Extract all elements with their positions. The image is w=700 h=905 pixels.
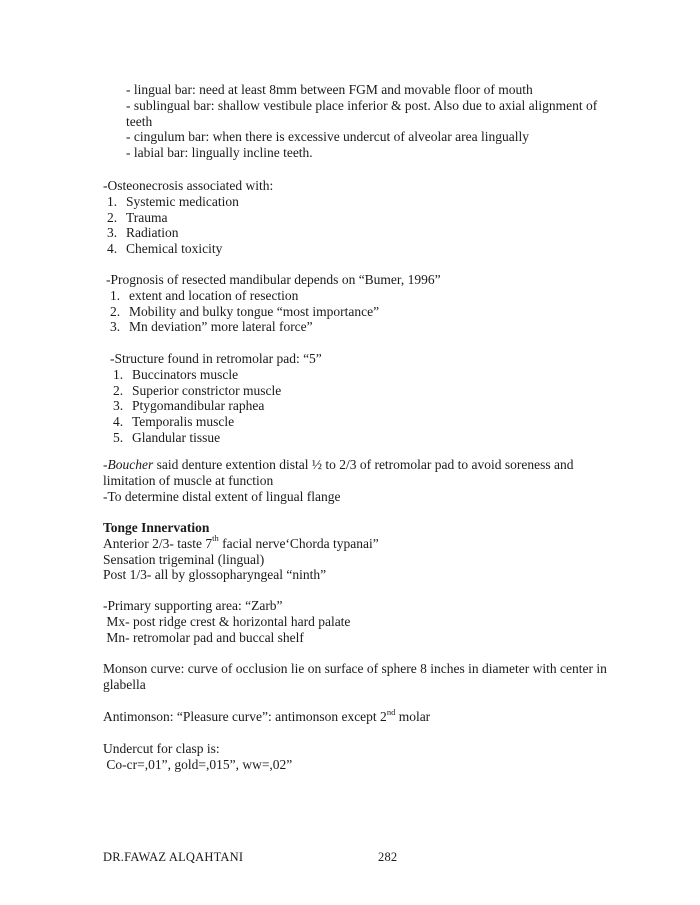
posterior-innervation-line: Post 1/3- all by glossopharyngeal “ninth” xyxy=(103,567,327,583)
tongue-innervation-heading: Tonge Innervation xyxy=(103,520,210,535)
list-item: 3. Ptygomandibular raphea xyxy=(113,398,265,414)
osteonecrosis-title: -Osteonecrosis associated with: xyxy=(103,178,274,193)
lingual-bar-line: - lingual bar: need at least 8mm between FGM and movable floor of mouth xyxy=(126,82,533,97)
osteonecrosis-section xyxy=(103,178,273,257)
monson-paragraph: Monson curve: curve of occlusion lie on surface of sphere 8 inches in diameter with center in glabella xyxy=(103,661,607,692)
anterior-innervation-line: Anterior 2/3- taste 7th facial nerve‘Chorda typanai” xyxy=(103,533,379,551)
page-number: 282 xyxy=(378,850,398,864)
list-item: 1. extent and location of resection xyxy=(110,287,299,303)
list-item: 3. Radiation xyxy=(107,225,179,241)
retromolar-list xyxy=(113,367,322,446)
antimonson-section xyxy=(103,706,431,725)
list-item: 1. Systemic medication xyxy=(107,193,239,209)
list-item: 3. Mn deviation” more lateral force” xyxy=(110,319,313,335)
list-item: 2. Mobility and bulky tongue “most importance” xyxy=(110,303,380,319)
sublingual-bar-line: - sublingual bar: shallow vestibule place inferior & post. Also due to axial alignment of teeth xyxy=(126,97,598,129)
prognosis-title: -Prognosis of resected mandibular depends on “Bumer, 1996” xyxy=(106,272,441,287)
list-item: 2. Superior constrictor muscle xyxy=(113,382,282,398)
list-item: 4. Chemical toxicity xyxy=(107,241,223,257)
maxilla-support-line: Mx- post ridge crest & horizontal hard palate xyxy=(103,613,351,629)
lingual-flange-line: -To determine distal extent of lingual flange xyxy=(103,488,341,504)
labial-bar-line: - labial bar: lingually incline teeth. xyxy=(126,145,313,161)
osteonecrosis-list xyxy=(107,194,273,257)
boucher-paragraph: -Boucher said denture extention distal ½ to 2/3 of retromolar pad to avoid soreness and limitation of muscle at function xyxy=(103,457,574,488)
cingulum-bar-line: - cingulum bar: when there is excessive undercut of alveolar area lingually xyxy=(126,129,529,145)
mandible-support-line: Mn- retromolar pad and buccal shelf xyxy=(103,629,304,645)
bar-types-list xyxy=(126,82,626,161)
list-item: 1. Buccinators muscle xyxy=(113,366,239,382)
footer-author: DR.FAWAZ ALQAHTANI xyxy=(103,850,244,864)
list-item: 2. Trauma xyxy=(107,209,168,225)
tongue-innervation-section xyxy=(103,520,379,583)
prognosis-list xyxy=(110,288,441,335)
supporting-area-title: -Primary supporting area: “Zarb” xyxy=(103,598,283,613)
sensation-line: Sensation trigeminal (lingual) xyxy=(103,551,265,567)
undercut-title: Undercut for clasp is: xyxy=(103,741,220,756)
retromolar-title: -Structure found in retromolar pad: “5” xyxy=(110,351,322,366)
list-item: 4. Temporalis muscle xyxy=(113,414,235,430)
undercut-section xyxy=(103,741,292,773)
monson-section xyxy=(103,661,619,693)
antimonson-line: Antimonson: “Pleasure curve”: antimonson except 2nd molar xyxy=(103,706,431,724)
supporting-area-section xyxy=(103,598,350,645)
boucher-name: Boucher xyxy=(107,457,154,472)
boucher-section xyxy=(103,457,603,504)
undercut-values: Co-cr=,01”, gold=,015”, ww=,02” xyxy=(103,756,293,772)
prognosis-section xyxy=(106,272,441,335)
list-item: 5. Glandular tissue xyxy=(113,429,221,445)
retromolar-section xyxy=(110,351,322,446)
